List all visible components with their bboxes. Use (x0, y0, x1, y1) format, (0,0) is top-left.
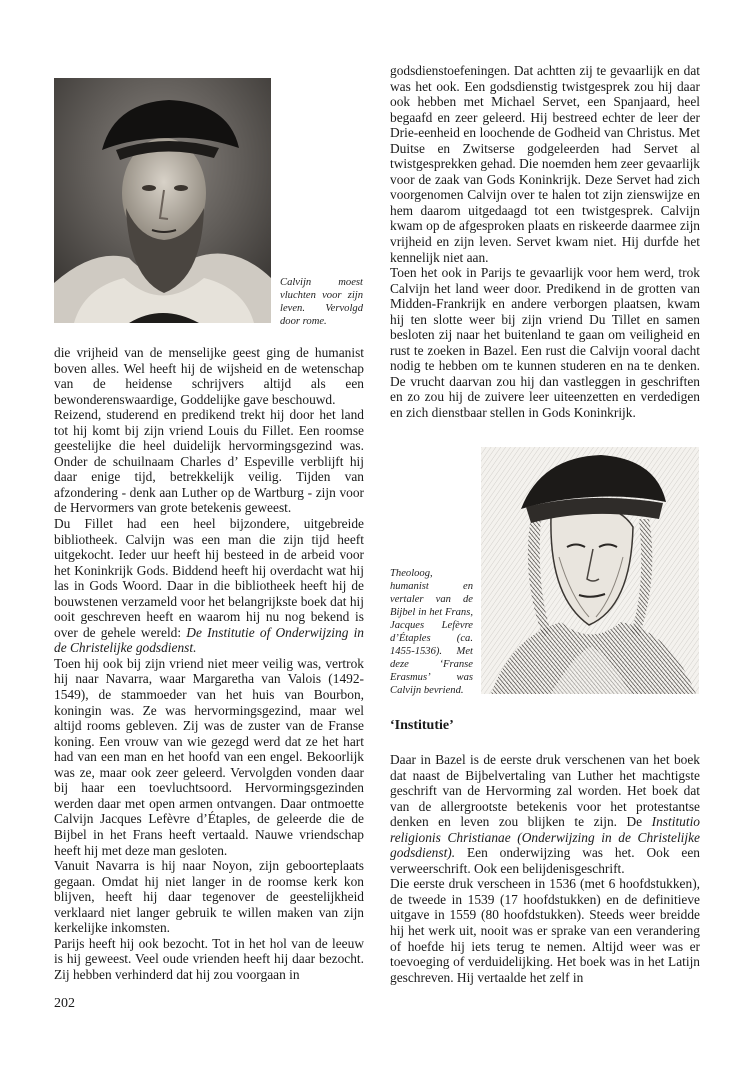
left-paragraph-3 (54, 516, 364, 656)
lefevre-engraving-image (481, 447, 699, 694)
left-paragraph-6: Parijs heeft hij ook bezocht. Tot in het hol van de leeuw is hij geweest. Veel oude vrienden heeft hij daar bezocht. Zij hebben verhinderd dat hij zou voorgaan in (54, 935, 364, 982)
calvin-portrait-image (54, 78, 271, 323)
right-paragraph-1: godsdienstoefeningen. Dat achtten zij te gevaarlijk en dat was het ook. Een godsdienstig twistgesprek zou hij daar ook hebben met Michael Servet, een Spanjaard, heel begaafd en zeer geleerd. Hij bestreed echter de leer der Drie-eenheid en loochende de Godheid van Christus. Met Duitse en Zwitserse godgeleerden had Servet al twistgesprekken gehad. Die noemden hem zeer gevaarlijk voor de zaak van Gods Koninkrijk. Deze Servet had zich voorgenomen Calvijn over te halen tot zijn zienswijze en hem daarom uitgedaagd tot een twistgesprek. Calvijn kwam op de afgesproken plaats en riskeerde daarmee zijn vrijheid en zijn leven. Servet kwam niet. Hij durfde het kennelijk niet aan. (390, 63, 700, 265)
left-paragraph-3-text: Du Fillet had een heel bijzondere, uitgebreide bibliotheek. Calvijn was een man die zijn tijd heeft uitgekocht. Ieder uur heeft hij besteed in de arbeid voor het Koninkrijk Gods. Biddend heeft hij overdacht wat hij las in Gods Woord. Daar in die bibliotheek heeft hij de bouwstenen verzameld voor het belangrijkste boek dat hij ooit geschreven heeft en waarom hij nu nog bekend is over de gehele wereld: (54, 516, 364, 640)
right-column-bottom-text (390, 752, 700, 985)
left-paragraph-1: die vrijheid van de menselijke geest ging de humanist boven alles. Wel heeft hij de wijsheid en de wetenschap van de heidense schrijvers altijd als een bewonderenswaardige, Goddelijke gave beschouwd. (54, 345, 364, 407)
section-heading-institutie: ‘Institutie’ (390, 718, 454, 733)
left-column-text (54, 345, 364, 982)
lefevre-engraving-caption: Theoloog, humanist en vertaler van de Bijbel in het Frans, Jacques Lefèvre d’Étaples (ca. 1455-1536). Met deze ‘Franse Erasmus’ was Calvijn bevriend. (390, 568, 473, 696)
right-paragraph-2: Toen het ook in Parijs te gevaarlijk voor hem werd, trok Calvijn het land weer door. Predikend in de grotten van Midden-Frankrijk en andere verborgen plaatsen, kwam hij ten slotte weer bij zijn vriend Du Tillet en samen besloten zij naar het buitenland te gaan om veiligheid en rust te zoeken in Bazel. Een rust die Calvijn vooral dacht nodig te hebben om te kunnen studeren en na te denken. De vrucht daarvan zou hij dan vastleggen in geschriften en zo zou hij de zuivere leer uiteenzetten en verdedigen en zich dienstbaar stellen in Gods Koninkrijk. (390, 265, 700, 421)
calvin-portrait-drawing (54, 78, 271, 323)
institutie-title: De Institutie of Onderwijzing in de Christelijke godsdienst. (54, 624, 364, 656)
right-paragraph-3-tail: Een onderwijzing was het. Ook een verweerschrift. Ook een belijdenisgeschrift. (390, 845, 700, 876)
institutio-title: Institutio religionis Christianae (Onderwijzing in de Christelijke godsdienst). (390, 814, 700, 861)
left-paragraph-2: Reizend, studerend en predikend trekt hij door het land tot hij komt bij zijn vriend Louis du Fillet. Een roomse geestelijke die heel duidelijk hervormingsgezind was. Onder de schuilnaam Charles d’ Espeville verblijft hij daar enige tijd, betrekkelijk veilig. Tijden van afzondering - denk aan Luther op de Wartburg - zijn voor de Hervormers van grote betekenis geweest. (54, 407, 364, 516)
left-paragraph-4: Toen hij ook bij zijn vriend niet meer veilig was, vertrok hij naar Navarra, waar Margaretha van Valois (1492-1549), de stammoeder van het huis van Bourbon, koningin was. Ze was hervormingsgezind, maar wel altijd rooms gebleven. Zij was de zuster van de Franse koning. Een vrouw van wie gezegd werd dat ze het hart had van een man en het hoofd van een engel. Bekoorlijk was ze, maar ook zeer geleerd. Vervolgden vonden daar bij haar een toevluchtsoord. Hervormingsgezinden werden daar met open armen ontvangen. Daar ontmoette Calvijn Jacques Lefèvre d’Étaples, de geleerde die de Bijbel in het Frans heeft vertaald. Nauwe vriendschap heeft hij met deze man gesloten. (54, 655, 364, 858)
left-paragraph-5: Vanuit Navarra is hij naar Noyon, zijn geboorteplaats gegaan. Omdat hij niet langer in de roomse kerk kon blijven, heeft hij daar tegenover de geestelijkheid verklaard niet langer gebruik te willen maken van zijn kerkelijke inkomsten. (54, 858, 364, 936)
right-column-top-text (390, 63, 700, 421)
calvin-portrait-caption: Calvijn moest vluchten voor zijn leven. Vervolgd door rome. (280, 277, 363, 327)
right-paragraph-3 (390, 752, 700, 876)
right-paragraph-4: Die eerste druk verscheen in 1536 (met 6 hoofdstukken), de tweede in 1539 (17 hoofdstukken) en de definitieve uitgave in 1559 (80 hoofdstukken). Steeds weer breidde hij het werk uit, nooit was er sprake van een verandering of hoefde hij iets terug te nemen. Altijd weer was er toevoeging of verduidelijking. Het boek was in het Latijn geschreven. Hij vertaalde het zelf in (390, 876, 700, 985)
lefevre-engraving-drawing (481, 447, 699, 694)
page-number: 202 (54, 996, 75, 1011)
right-paragraph-3-text: Daar in Bazel is de eerste druk verschenen van het boek dat naast de Bijbelvertaling van Luther het machtigste geschrift van de Hervorming zal worden. Het boek dat van de allergrootste betekenis voor het protestantse denken en leven zou blijken te zijn. De (390, 752, 700, 830)
